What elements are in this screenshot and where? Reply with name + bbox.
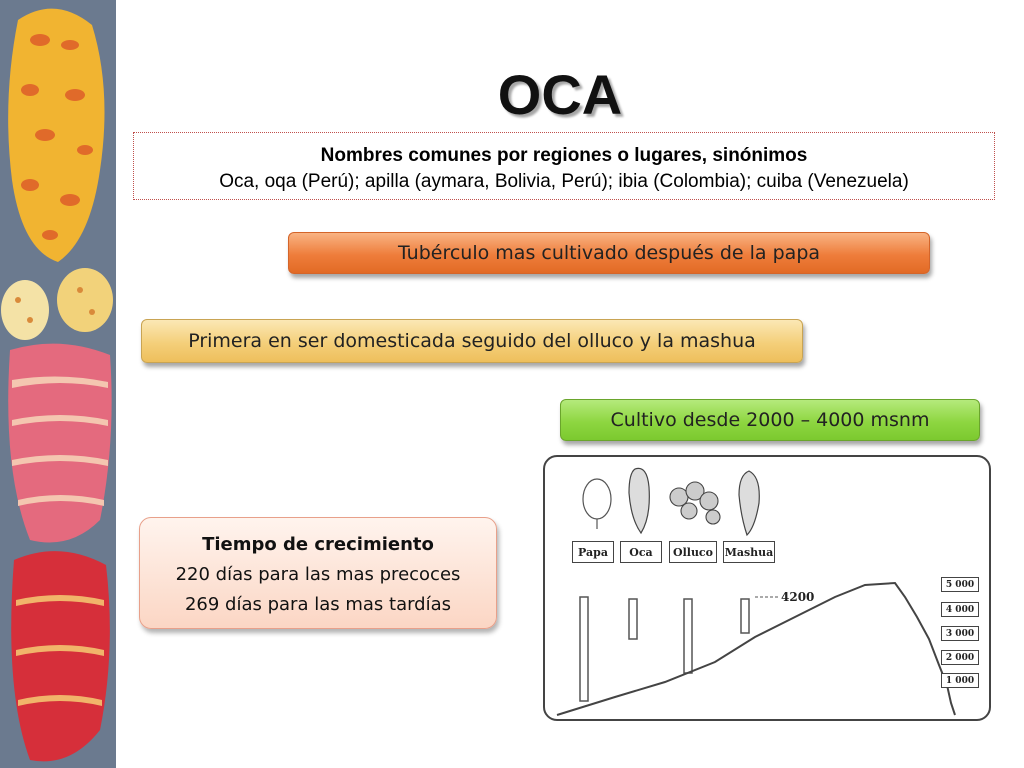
papa-sketch [583,479,611,519]
crop-label-papa: Papa [572,541,614,563]
crop-label-oca: Oca [620,541,662,563]
growth-time-late: 269 días para las mas tardías [184,594,452,615]
common-names-text: Oca, oqa (Perú); apilla (aymara, Bolivia, Perú); ibia (Colombia); cuiba (Venezuela) [219,171,909,192]
growth-time-box [139,517,497,629]
growth-time-title: Tiempo de crecimiento [202,534,434,555]
olluco-sketch [670,482,720,524]
slide-title: OCA [497,63,623,126]
growth-time-early: 220 días para las mas precoces [175,564,461,585]
altitude-scale-2000: 2 000 [941,650,979,665]
first-domesticated-callout: Primera en ser domesticada seguido del olluco y la mashua [141,319,803,363]
altitude-range-callout: Cultivo desde 2000 – 4000 msnm [560,399,980,441]
peak-altitude-label: 4200 [781,590,815,604]
mountain-profile [557,583,955,715]
altitude-scale-5000: 5 000 [941,577,979,592]
crop-label-olluco: Olluco [669,541,717,563]
common-names-box [133,132,995,200]
altitude-profile-drawing [545,457,991,721]
mashua-sketch [739,471,759,535]
crop-label-mashua: Mashua [723,541,775,563]
altitude-scale-3000: 3 000 [941,626,979,641]
most-cultivated-callout: Tubérculo mas cultivado después de la papa [288,232,930,274]
altitude-scale-4000: 4 000 [941,602,979,617]
oca-sketch [629,468,649,533]
common-names-heading: Nombres comunes por regiones o lugares, sinónimos [320,145,808,166]
altitude-figure [543,455,991,721]
altitude-scale-1000: 1 000 [941,673,979,688]
